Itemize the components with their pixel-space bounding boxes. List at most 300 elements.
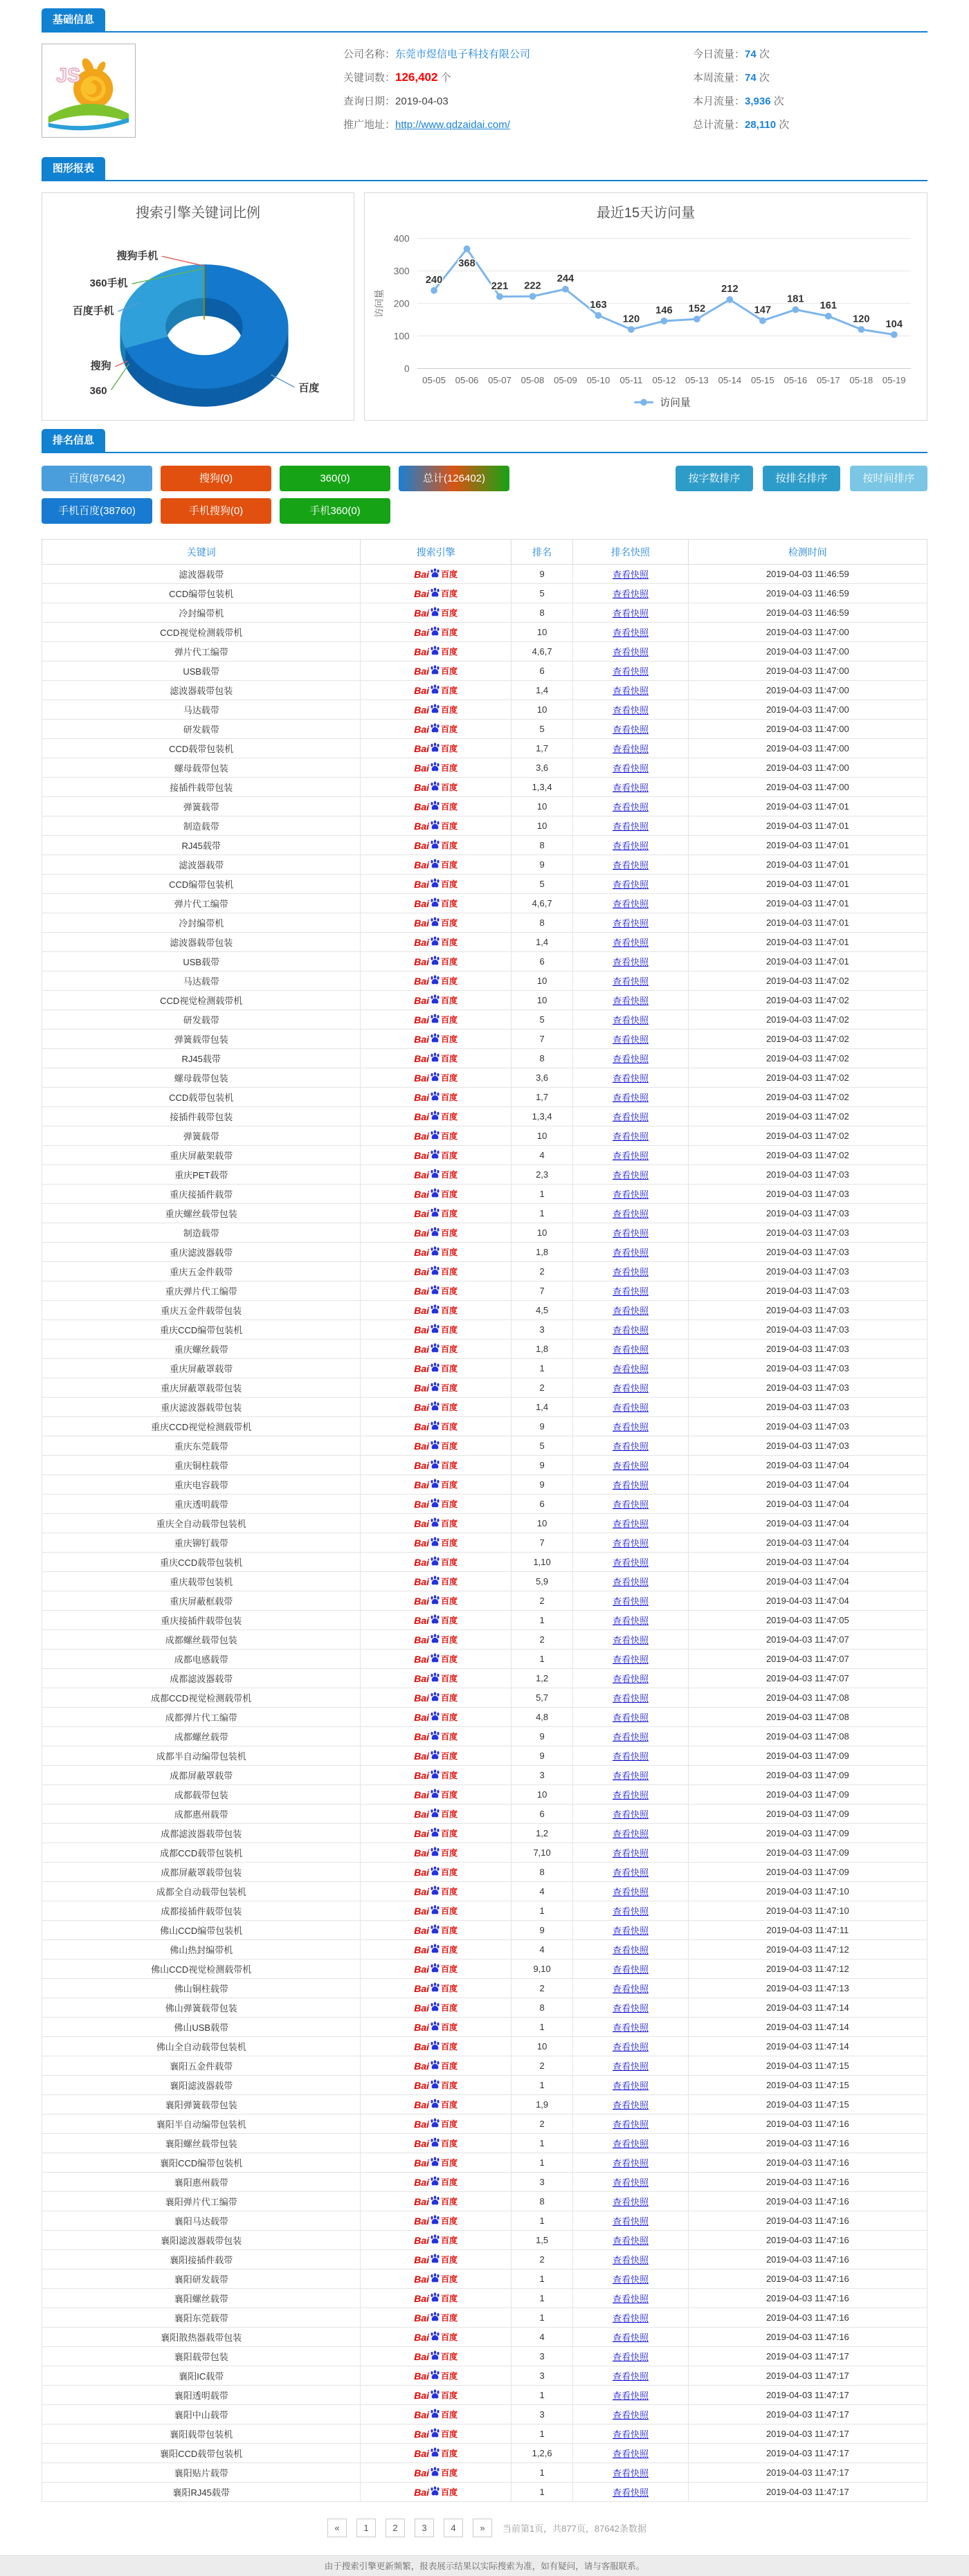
view-snapshot-link[interactable]: 查看快照 (613, 2100, 649, 2110)
page-number-button[interactable]: 4 (444, 2519, 463, 2537)
snapshot-cell (573, 2250, 688, 2269)
view-snapshot-link[interactable]: 查看快照 (613, 1635, 649, 1645)
view-snapshot-link[interactable]: 查看快照 (613, 1131, 649, 1142)
baidu-paw-icon (430, 1362, 440, 1373)
view-snapshot-link[interactable]: 查看快照 (613, 2371, 649, 2382)
view-snapshot-link[interactable]: 查看快照 (613, 569, 649, 580)
view-snapshot-link[interactable]: 查看快照 (613, 1771, 649, 1781)
view-snapshot-link[interactable]: 查看快照 (613, 918, 649, 929)
table-row (42, 1979, 927, 1998)
view-snapshot-link[interactable]: 查看快照 (613, 1480, 649, 1490)
baidu-engine-logo (414, 1944, 458, 1955)
baidu-paw-icon (430, 703, 440, 714)
baidu-engine-logo (414, 1808, 458, 1820)
rank-cell: 5 (511, 1010, 573, 1030)
view-snapshot-link[interactable]: 查看快照 (613, 1209, 649, 1219)
rank-cell: 8 (511, 603, 573, 623)
view-snapshot-link[interactable]: 查看快照 (613, 1577, 649, 1587)
data-point-marker (726, 296, 733, 303)
baidu-logo-du-text: 百度 (441, 1228, 458, 1239)
rank-cell: 1 (511, 2076, 573, 2095)
snapshot-cell (573, 1417, 688, 1436)
view-snapshot-link[interactable]: 查看快照 (613, 1809, 649, 1820)
engine-filter-button[interactable]: 搜狗(0) (161, 466, 271, 491)
check-time-cell: 2019-04-03 11:47:00 (688, 642, 927, 661)
next-page-button[interactable]: » (473, 2519, 492, 2537)
baidu-logo-du-text: 百度 (441, 1732, 458, 1742)
view-snapshot-link[interactable]: 查看快照 (613, 1189, 649, 1200)
table-row (42, 855, 927, 875)
baidu-engine-logo (414, 1188, 458, 1200)
baidu-paw-icon (430, 877, 440, 888)
baidu-paw-icon (430, 994, 440, 1005)
view-snapshot-link[interactable]: 查看快照 (613, 899, 649, 909)
info-field-suffix: 个 (437, 72, 451, 84)
view-snapshot-link[interactable]: 查看快照 (613, 1073, 649, 1084)
check-time-cell: 2019-04-03 11:47:13 (688, 1979, 927, 1998)
keyword-cell: 襄阳弹片代工编带 (42, 2192, 361, 2211)
view-snapshot-link[interactable]: 查看快照 (613, 1112, 649, 1122)
baidu-logo-bai-text: Bai (414, 1595, 430, 1607)
baidu-logo-du-text: 百度 (441, 1344, 458, 1355)
view-snapshot-link[interactable]: 查看快照 (613, 1751, 649, 1762)
engine-filter-button[interactable]: 手机百度(38760) (42, 498, 152, 524)
view-snapshot-link[interactable]: 查看快照 (613, 1693, 649, 1703)
view-snapshot-link[interactable]: 查看快照 (613, 860, 649, 870)
baidu-logo-bai-text: Bai (414, 956, 430, 967)
table-row (42, 720, 927, 739)
rank-cell: 9 (511, 565, 573, 584)
baidu-engine-logo (414, 1827, 458, 1839)
baidu-logo-bai-text: Bai (414, 781, 430, 793)
view-snapshot-link[interactable]: 查看快照 (613, 705, 649, 715)
sort-button[interactable]: 按排名排序 (763, 466, 840, 491)
view-snapshot-link[interactable]: 查看快照 (613, 628, 649, 638)
view-snapshot-link[interactable]: 查看快照 (613, 1519, 649, 1529)
baidu-paw-icon (430, 819, 440, 830)
keyword-cell: 滤波器载带包装 (42, 681, 361, 700)
x-tick-label: 05-17 (816, 375, 840, 386)
rank-cell: 6 (511, 661, 573, 681)
snapshot-cell (573, 855, 688, 875)
snapshot-cell (573, 584, 688, 603)
info-field (343, 46, 693, 61)
baidu-logo-bai-text: Bai (414, 2118, 430, 2130)
view-snapshot-link[interactable]: 查看快照 (613, 2236, 649, 2246)
promo-url-link[interactable]: http://www.qdzaidai.com/ (395, 119, 510, 131)
keyword-cell: 弹簧载带包装 (42, 1030, 361, 1049)
view-snapshot-link[interactable]: 查看快照 (613, 1364, 649, 1374)
view-snapshot-link[interactable]: 查看快照 (613, 686, 649, 696)
baidu-logo-bai-text: Bai (414, 2215, 430, 2227)
baidu-logo-du-text: 百度 (441, 1325, 458, 1335)
engine-cell (361, 1223, 511, 1243)
view-snapshot-link[interactable]: 查看快照 (613, 957, 649, 967)
snapshot-cell (573, 1630, 688, 1650)
view-snapshot-link[interactable]: 查看快照 (613, 1093, 649, 1103)
page-number-button[interactable]: 3 (415, 2519, 434, 2537)
x-tick-label: 05-13 (685, 375, 709, 386)
baidu-engine-logo (414, 1653, 458, 1665)
view-snapshot-link[interactable]: 查看快照 (613, 2216, 649, 2227)
view-snapshot-link[interactable]: 查看快照 (613, 1945, 649, 1955)
baidu-logo-du-text: 百度 (441, 1887, 458, 1897)
view-snapshot-link[interactable]: 查看快照 (613, 2429, 649, 2440)
baidu-engine-logo (414, 1750, 458, 1762)
engine-filter-button[interactable]: 手机360(0) (280, 498, 390, 524)
snapshot-cell (573, 1223, 688, 1243)
baidu-logo-du-text: 百度 (441, 1422, 458, 1432)
table-row (42, 2386, 927, 2405)
baidu-paw-icon (430, 1865, 440, 1876)
baidu-paw-icon (430, 1284, 440, 1295)
view-snapshot-link[interactable]: 查看快照 (613, 1732, 649, 1742)
view-snapshot-link[interactable]: 查看快照 (613, 1654, 649, 1665)
info-field-suffix: 次 (756, 72, 770, 84)
view-snapshot-link[interactable]: 查看快照 (613, 1228, 649, 1239)
sort-button[interactable]: 按时间排序 (850, 466, 927, 491)
table-row (42, 700, 927, 720)
check-time-cell: 2019-04-03 11:47:16 (688, 2114, 927, 2134)
info-field (343, 70, 693, 84)
view-snapshot-link[interactable]: 查看快照 (613, 1829, 649, 1839)
rank-cell: 3 (511, 2173, 573, 2192)
view-snapshot-link[interactable]: 查看快照 (613, 1344, 649, 1355)
view-snapshot-link[interactable]: 查看快照 (613, 2410, 649, 2420)
snapshot-cell (573, 2037, 688, 2056)
engine-cell (361, 1165, 511, 1185)
view-snapshot-link[interactable]: 查看快照 (613, 1984, 649, 1994)
column-header: 排名 (511, 540, 573, 565)
view-snapshot-link[interactable]: 查看快照 (613, 2081, 649, 2091)
view-snapshot-link[interactable]: 查看快照 (613, 744, 649, 754)
data-point-label: 146 (655, 305, 673, 317)
x-tick-labels (422, 375, 905, 385)
view-snapshot-link[interactable]: 查看快照 (613, 821, 649, 832)
rank-cell: 2 (511, 1262, 573, 1281)
rank-cell: 8 (511, 1863, 573, 1882)
baidu-paw-icon (430, 2292, 440, 2303)
check-time-cell: 2019-04-03 11:47:03 (688, 1204, 927, 1223)
baidu-logo-bai-text: Bai (414, 2292, 430, 2304)
view-snapshot-link[interactable]: 查看快照 (613, 996, 649, 1006)
baidu-logo-bai-text: Bai (414, 2350, 430, 2362)
view-snapshot-link[interactable]: 查看快照 (613, 2449, 649, 2459)
tab-charts[interactable]: 图形报表 (42, 157, 105, 180)
line-chart-box (364, 192, 927, 421)
keyword-cell: 襄阳贴片载带 (42, 2463, 361, 2483)
baidu-logo-du-text: 百度 (441, 1189, 458, 1200)
check-time-cell: 2019-04-03 11:47:12 (688, 1940, 927, 1960)
view-snapshot-link[interactable]: 查看快照 (613, 1538, 649, 1549)
data-point-marker (891, 331, 898, 338)
tab-ranking[interactable]: 排名信息 (42, 429, 105, 452)
keyword-cell: 接插件载带包装 (42, 778, 361, 797)
rank-cell: 1 (511, 1650, 573, 1669)
view-snapshot-link[interactable]: 查看快照 (613, 1964, 649, 1975)
rank-cell: 8 (511, 913, 573, 933)
tab-basic-info[interactable]: 基础信息 (42, 8, 105, 31)
snapshot-cell (573, 1398, 688, 1417)
baidu-engine-logo (414, 1401, 458, 1413)
x-tick-label: 05-14 (718, 375, 742, 386)
engine-cell (361, 720, 511, 739)
engine-cell (361, 1805, 511, 1824)
view-snapshot-link[interactable]: 查看快照 (613, 938, 649, 948)
view-snapshot-link[interactable]: 查看快照 (613, 2332, 649, 2343)
table-row (42, 2269, 927, 2289)
rank-cell: 1 (511, 1359, 573, 1378)
keyword-cell: CCD视觉检测载带机 (42, 623, 361, 642)
engine-cell (361, 1281, 511, 1301)
view-snapshot-link[interactable]: 查看快照 (613, 666, 649, 677)
engine-cell (361, 700, 511, 720)
view-snapshot-link[interactable]: 查看快照 (613, 647, 649, 657)
view-snapshot-link[interactable]: 查看快照 (613, 1848, 649, 1858)
keyword-cell: 制造载带 (42, 1223, 361, 1243)
company-logo (42, 44, 136, 138)
view-snapshot-link[interactable]: 查看快照 (613, 2391, 649, 2401)
table-row (42, 1281, 927, 1301)
table-row (42, 1417, 927, 1436)
snapshot-cell (573, 2095, 688, 2114)
view-snapshot-link[interactable]: 查看快照 (613, 1441, 649, 1452)
data-point-label: 240 (425, 275, 443, 286)
engine-cell (361, 1398, 511, 1417)
baidu-logo-du-text: 百度 (441, 976, 458, 987)
view-snapshot-link[interactable]: 查看快照 (613, 1887, 649, 1897)
view-snapshot-link[interactable]: 查看快照 (613, 1926, 649, 1936)
x-tick-label: 05-12 (652, 375, 676, 386)
engine-filter-button[interactable]: 手机搜狗(0) (161, 498, 271, 524)
check-time-cell: 2019-04-03 11:47:17 (688, 2366, 927, 2386)
view-snapshot-link[interactable]: 查看快照 (613, 2487, 649, 2498)
snapshot-cell (573, 1475, 688, 1495)
engine-filter-button[interactable]: 360(0) (280, 466, 390, 491)
view-snapshot-link[interactable]: 查看快照 (613, 608, 649, 619)
engine-cell (361, 991, 511, 1010)
view-snapshot-link[interactable]: 查看快照 (613, 1674, 649, 1684)
keyword-cell: 重庆CCD载带包装机 (42, 1553, 361, 1572)
view-snapshot-link[interactable]: 查看快照 (613, 1054, 649, 1064)
view-snapshot-link[interactable]: 查看快照 (613, 589, 649, 599)
view-snapshot-link[interactable]: 查看快照 (613, 1325, 649, 1335)
view-snapshot-link[interactable]: 查看快照 (613, 1151, 649, 1161)
data-point-marker (562, 286, 569, 293)
baidu-engine-logo (414, 2331, 458, 2343)
engine-cell (361, 1785, 511, 1805)
view-snapshot-link[interactable]: 查看快照 (613, 783, 649, 793)
check-time-cell: 2019-04-03 11:47:00 (688, 623, 927, 642)
view-snapshot-link[interactable]: 查看快照 (613, 1499, 649, 1510)
check-time-cell: 2019-04-03 11:47:01 (688, 913, 927, 933)
view-snapshot-link[interactable]: 查看快照 (613, 802, 649, 812)
view-snapshot-link[interactable]: 查看快照 (613, 2061, 649, 2072)
rank-cell: 2 (511, 2114, 573, 2134)
snapshot-cell (573, 2134, 688, 2153)
view-snapshot-link[interactable]: 查看快照 (613, 1248, 649, 1258)
baidu-logo-du-text: 百度 (441, 2294, 458, 2304)
page-number-button[interactable]: 2 (386, 2519, 405, 2537)
baidu-engine-logo (414, 2254, 458, 2265)
keyword-cell: 螺母载带包装 (42, 758, 361, 778)
rank-cell: 5 (511, 584, 573, 603)
baidu-logo-du-text: 百度 (441, 1693, 458, 1703)
snapshot-cell (573, 2308, 688, 2328)
view-snapshot-link[interactable]: 查看快照 (613, 1403, 649, 1413)
view-snapshot-link[interactable]: 查看快照 (613, 2042, 649, 2052)
sort-button[interactable]: 按字数排序 (676, 466, 753, 491)
engine-cell (361, 1126, 511, 1146)
keyword-cell: CCD视觉检测载带机 (42, 991, 361, 1010)
baidu-logo-du-text: 百度 (441, 569, 458, 580)
engine-cell (361, 1456, 511, 1475)
baidu-logo-du-text: 百度 (441, 1519, 458, 1529)
snapshot-cell (573, 2076, 688, 2095)
baidu-logo-bai-text: Bai (414, 2467, 430, 2478)
snapshot-cell (573, 700, 688, 720)
keyword-cell: CCD载带包装机 (42, 739, 361, 758)
keyword-cell: 重庆透明载带 (42, 1495, 361, 1514)
baidu-logo-bai-text: Bai (414, 2002, 430, 2013)
view-snapshot-link[interactable]: 查看快照 (613, 724, 649, 735)
rank-cell: 1,7 (511, 1088, 573, 1107)
table-row (42, 1030, 927, 1049)
view-snapshot-link[interactable]: 查看快照 (613, 2255, 649, 2265)
view-snapshot-link[interactable]: 查看快照 (613, 1170, 649, 1180)
view-snapshot-link[interactable]: 查看快照 (613, 1616, 649, 1626)
view-snapshot-link[interactable]: 查看快照 (613, 2177, 649, 2188)
snapshot-cell (573, 1940, 688, 1960)
baidu-logo-du-text: 百度 (441, 1964, 458, 1975)
page-number-button[interactable]: 1 (356, 2519, 376, 2537)
view-snapshot-link[interactable]: 查看快照 (613, 1422, 649, 1432)
baidu-logo-du-text: 百度 (441, 1945, 458, 1955)
check-time-cell: 2019-04-03 11:47:17 (688, 2483, 927, 2502)
table-row (42, 1475, 927, 1495)
table-row (42, 1746, 927, 1766)
view-snapshot-link[interactable]: 查看快照 (613, 2022, 649, 2033)
view-snapshot-link[interactable]: 查看快照 (613, 2274, 649, 2285)
x-tick-label: 05-05 (422, 375, 446, 386)
footer-note: 由于搜索引擎更新频繁，报表展示结果以实际搜索为准，如有疑问，请与客服联系。 (324, 2561, 645, 2571)
x-tick-label: 05-19 (882, 375, 906, 386)
snapshot-cell (573, 2366, 688, 2386)
baidu-paw-icon (430, 916, 440, 927)
baidu-engine-logo (414, 2312, 458, 2323)
view-snapshot-link[interactable]: 查看快照 (613, 1712, 649, 1723)
view-snapshot-link[interactable]: 查看快照 (613, 1596, 649, 1607)
view-snapshot-link[interactable]: 查看快照 (613, 1034, 649, 1045)
ranking-tab-row (42, 429, 927, 453)
check-time-cell: 2019-04-03 11:47:03 (688, 1417, 927, 1436)
keyword-cell: 襄阳螺丝载带包装 (42, 2134, 361, 2153)
rank-cell: 8 (511, 1998, 573, 2018)
snapshot-cell (573, 1863, 688, 1882)
baidu-logo-du-text: 百度 (441, 821, 458, 832)
info-field-value: 28,110 (745, 119, 777, 131)
view-snapshot-link[interactable]: 查看快照 (613, 841, 649, 851)
rank-cell: 4 (511, 1146, 573, 1165)
engine-filter-button[interactable]: 百度(87642) (42, 466, 152, 491)
baidu-logo-du-text: 百度 (441, 2042, 458, 2052)
table-row (42, 2056, 927, 2076)
baidu-engine-logo (414, 2234, 458, 2246)
baidu-engine-logo (414, 2292, 458, 2304)
view-snapshot-link[interactable]: 查看快照 (613, 1015, 649, 1025)
check-time-cell: 2019-04-03 11:47:10 (688, 1901, 927, 1921)
check-time-cell: 2019-04-03 11:47:08 (688, 1688, 927, 1708)
baidu-engine-logo (414, 704, 458, 715)
view-snapshot-link[interactable]: 查看快照 (613, 1558, 649, 1568)
view-snapshot-link[interactable]: 查看快照 (613, 1267, 649, 1277)
check-time-cell: 2019-04-03 11:47:16 (688, 2134, 927, 2153)
view-snapshot-link[interactable]: 查看快照 (613, 763, 649, 774)
baidu-logo-du-text: 百度 (441, 1383, 458, 1394)
rank-cell: 1 (511, 1611, 573, 1630)
view-snapshot-link[interactable]: 查看快照 (613, 2158, 649, 2168)
view-snapshot-link[interactable]: 查看快照 (613, 2352, 649, 2362)
info-field (343, 93, 693, 108)
y-tick-label: 100 (393, 331, 410, 342)
view-snapshot-link[interactable]: 查看快照 (613, 879, 649, 890)
engine-cell (361, 2424, 511, 2444)
x-tick-label: 05-11 (619, 375, 643, 386)
snapshot-cell (573, 1514, 688, 1533)
check-time-cell: 2019-04-03 11:47:09 (688, 1805, 927, 1824)
engine-cell (361, 2114, 511, 2134)
view-snapshot-link[interactable]: 查看快照 (613, 2197, 649, 2207)
baidu-logo-bai-text: Bai (414, 1614, 430, 1626)
engine-cell (361, 1863, 511, 1882)
view-snapshot-link[interactable]: 查看快照 (613, 1306, 649, 1316)
info-field-label: 查询日期： (343, 95, 396, 107)
info-field-value: 3,936 (745, 95, 771, 107)
baidu-engine-logo (414, 646, 458, 657)
view-snapshot-link[interactable]: 查看快照 (613, 2119, 649, 2130)
rank-cell: 1,2,6 (511, 2444, 573, 2463)
view-snapshot-link[interactable]: 查看快照 (613, 2313, 649, 2323)
view-snapshot-link[interactable]: 查看快照 (613, 2294, 649, 2304)
table-row (42, 2211, 927, 2231)
engine-cell (361, 836, 511, 855)
view-snapshot-link[interactable]: 查看快照 (613, 1383, 649, 1394)
x-tick-label: 05-09 (554, 375, 577, 386)
view-snapshot-link[interactable]: 查看快照 (613, 1867, 649, 1878)
rank-cell: 2 (511, 1630, 573, 1650)
view-snapshot-link[interactable]: 查看快照 (613, 1286, 649, 1297)
check-time-cell: 2019-04-03 11:47:01 (688, 816, 927, 836)
data-point-label: 181 (787, 293, 804, 305)
view-snapshot-link[interactable]: 查看快照 (613, 2468, 649, 2478)
engine-filter-button[interactable]: 总计(126402) (399, 466, 509, 491)
prev-page-button[interactable]: « (327, 2519, 347, 2537)
table-row (42, 623, 927, 642)
view-snapshot-link[interactable]: 查看快照 (613, 2003, 649, 2013)
table-row (42, 1185, 927, 1204)
baidu-logo-du-text: 百度 (441, 860, 458, 870)
view-snapshot-link[interactable]: 查看快照 (613, 1790, 649, 1800)
view-snapshot-link[interactable]: 查看快照 (613, 1906, 649, 1917)
table-row (42, 739, 927, 758)
baidu-paw-icon (430, 1730, 440, 1741)
keyword-cell: 重庆滤波器载带包装 (42, 1398, 361, 1417)
view-snapshot-link[interactable]: 查看快照 (613, 1461, 649, 1471)
view-snapshot-link[interactable]: 查看快照 (613, 976, 649, 987)
keyword-cell: 重庆屏蔽罩载带包装 (42, 1378, 361, 1398)
keyword-cell: 成都全自动载带包装机 (42, 1882, 361, 1901)
view-snapshot-link[interactable]: 查看快照 (613, 2139, 649, 2149)
